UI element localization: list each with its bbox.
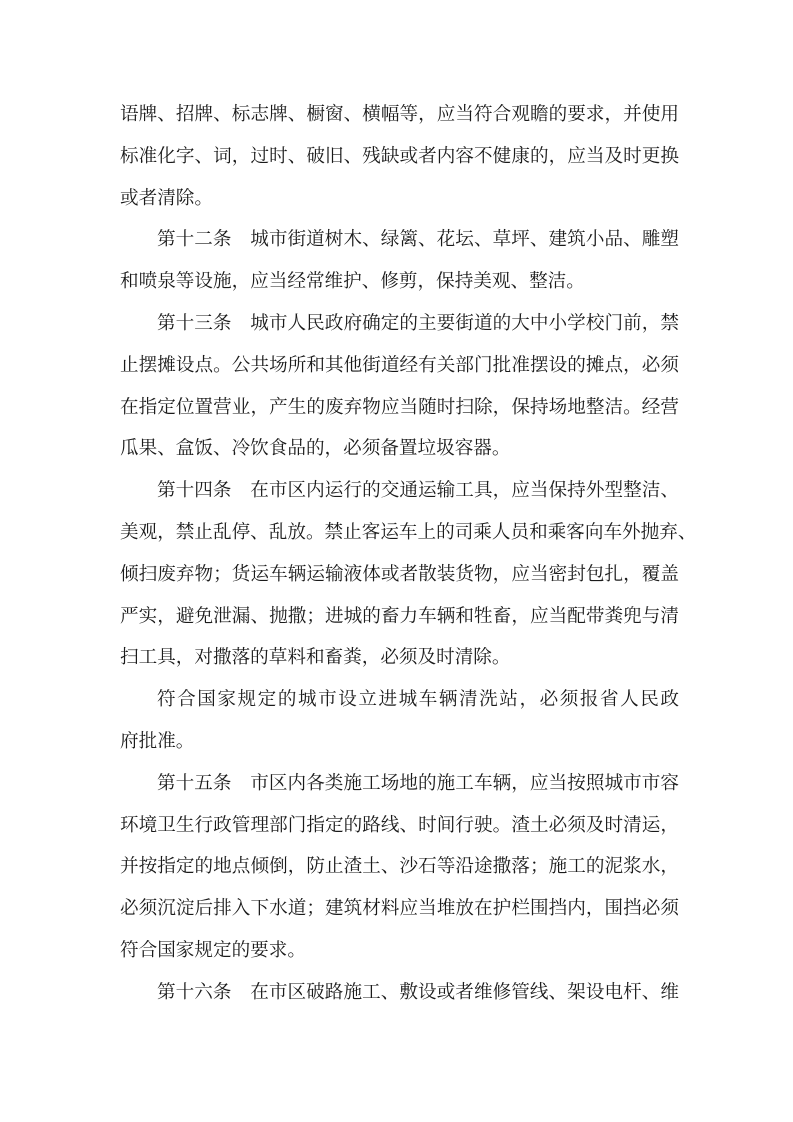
paragraph <box>120 470 697 679</box>
text-line: 或者清除。 <box>120 187 213 209</box>
text-line: 第十三条 城市人民政府确定的主要街道的大中小学校门前，禁 <box>157 312 679 334</box>
text-line: 并按指定的地点倾倒，防止渣土、沙石等沿途撒落；施工的泥浆水， <box>120 856 679 878</box>
paragraph <box>120 219 679 303</box>
text-line: 标准化字、词，过时、破旧、残缺或者内容不健康的，应当及时更换 <box>120 145 679 167</box>
text-line: 符合国家规定的要求。 <box>120 939 306 961</box>
text-line: 扫工具，对撒落的草料和畜粪，必须及时清除。 <box>120 647 511 669</box>
text-line: 瓜果、盒饭、冷饮食品的，必须备置垃圾容器。 <box>120 438 511 460</box>
paragraph <box>120 679 679 763</box>
text-line: 严实，避免泄漏、抛撒；进城的畜力车辆和牲畜，应当配带粪兜与清 <box>120 605 679 627</box>
text-line: 符合国家规定的城市设立进城车辆清洗站，必须报省人民政 <box>157 689 679 711</box>
paragraph <box>120 972 679 1014</box>
text-line: 府批准。 <box>120 730 195 752</box>
text-line: 第十六条 在市区破路施工、敷设或者维修管线、架设电杆、维 <box>157 981 679 1003</box>
paragraph <box>120 94 679 219</box>
text-line: 必须沉淀后排入下水道；建筑材料应当堆放在护栏围挡内，围挡必须 <box>120 898 679 920</box>
text-line: 倾扫废弃物；货运车辆运输液体或者散装货物，应当密封包扎，覆盖 <box>120 563 679 585</box>
text-line: 第十二条 城市街道树木、绿篱、花坛、草坪、建筑小品、雕塑 <box>157 229 679 251</box>
text-line: 在指定位置营业，产生的废弃物应当随时扫除，保持场地整洁。经营 <box>120 396 679 418</box>
document-page <box>120 94 697 1014</box>
text-line: 第十五条 市区内各类施工场地的施工车辆，应当按照城市市容 <box>157 772 679 794</box>
text-line: 美观，禁止乱停、乱放。禁止客运车上的司乘人员和乘客向车外抛弃、 <box>120 521 697 543</box>
text-line: 环境卫生行政管理部门指定的路线、时间行驶。渣土必须及时清运， <box>120 814 679 836</box>
text-line: 和喷泉等设施，应当经常维护、修剪，保持美观、整洁。 <box>120 271 585 293</box>
text-line: 止摆摊设点。公共场所和其他街道经有关部门批准摆设的摊点，必须 <box>120 354 679 376</box>
paragraph <box>120 763 679 972</box>
text-line: 第十四条 在市区内运行的交通运输工具，应当保持外型整洁、 <box>157 480 679 502</box>
text-line: 语牌、招牌、标志牌、橱窗、横幅等，应当符合观瞻的要求，并使用 <box>120 104 679 125</box>
paragraph <box>120 303 679 470</box>
